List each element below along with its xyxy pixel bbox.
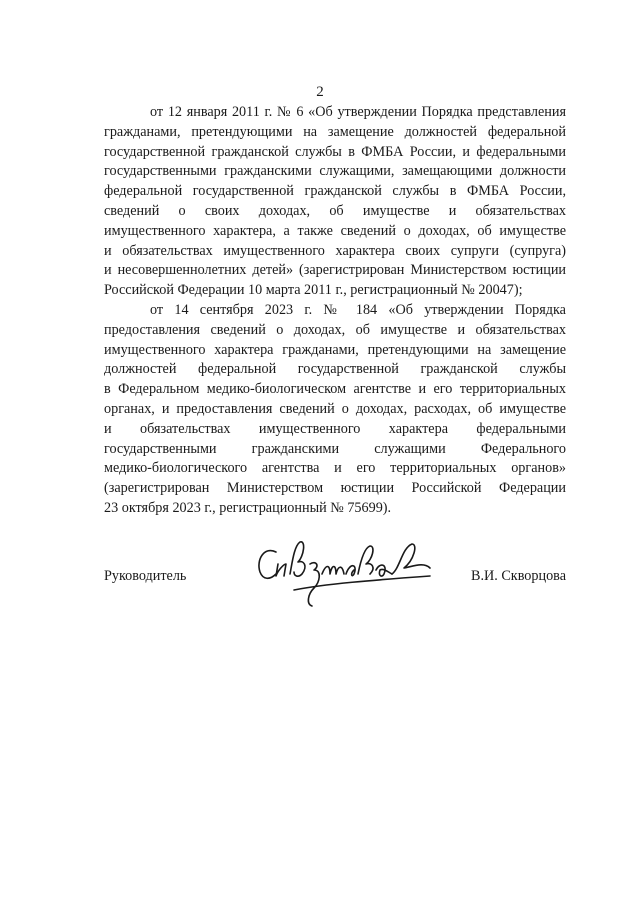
handwritten-signature <box>254 534 464 614</box>
paragraph-1-line-10: Российской Федерации 10 марта 2011 г., регистрационный № 20047); <box>104 282 523 299</box>
paragraph-2-line-11: 23 октября 2023 г., регистрационный № 75699). <box>104 499 392 516</box>
signatory-position: Руководитель <box>104 568 187 584</box>
paragraph-2-line-4: должностей федеральной государственной гражданской службы <box>104 361 566 378</box>
paragraph-2-line-6: органах, и предоставления сведений о доходах, расходах, об имуществе <box>104 400 566 417</box>
paragraph-1-line-8: и обязательствах имущественного характера своих супруги (супруга) <box>104 242 566 259</box>
paragraph-2-line-7: и обязательствах имущественного характера федеральными <box>104 420 566 437</box>
paragraph-2-line-8: государственными гражданскими служащими Федерального <box>104 440 566 457</box>
paragraph-1-line-2: гражданами, претендующими на замещение должностей федеральной <box>104 123 566 140</box>
paragraph-1-line-6: сведений о своих доходах, об имуществе и обязательствах <box>104 202 566 219</box>
paragraph-1-line-5: федеральной государственной гражданской службы в ФМБА России, <box>104 183 566 200</box>
signatory-name: В.И. Скворцова <box>471 568 566 584</box>
page-number: 2 <box>316 84 324 100</box>
paragraph-1-line-4: государственными гражданскими служащими, замещающими должности <box>104 163 566 180</box>
paragraph-2-line-1: от 14 сентября 2023 г. № 184 «Об утверждении Порядка <box>150 301 566 318</box>
document-body <box>104 103 566 519</box>
paragraph-2-line-10: (зарегистрирован Министерством юстиции Российской Федерации <box>104 480 566 497</box>
paragraph-1-line-7: имущественного характера, а также сведений о доходах, об имуществе <box>104 222 566 239</box>
paragraph-1-line-1: от 12 января 2011 г. № 6 «Об утверждении Порядка представления <box>150 104 566 120</box>
signature-block <box>104 540 566 620</box>
paragraph-1-line-9: и несовершеннолетних детей» (зарегистрирован Министерством юстиции <box>104 262 566 279</box>
paragraph-2-line-3: имущественного характера гражданами, претендующими на замещение <box>104 341 566 358</box>
paragraph-2-line-9: медико-биологического агентства и его территориальных органов» <box>104 460 566 477</box>
paragraph-2-line-2: предоставления сведений о доходах, об имуществе и обязательствах <box>104 321 566 338</box>
paragraph-2-line-5: в Федеральном медико-биологическом агентстве и его территориальных <box>104 381 566 398</box>
paragraph-1-line-3: государственной гражданской службы в ФМБА России, и федеральными <box>104 143 566 160</box>
